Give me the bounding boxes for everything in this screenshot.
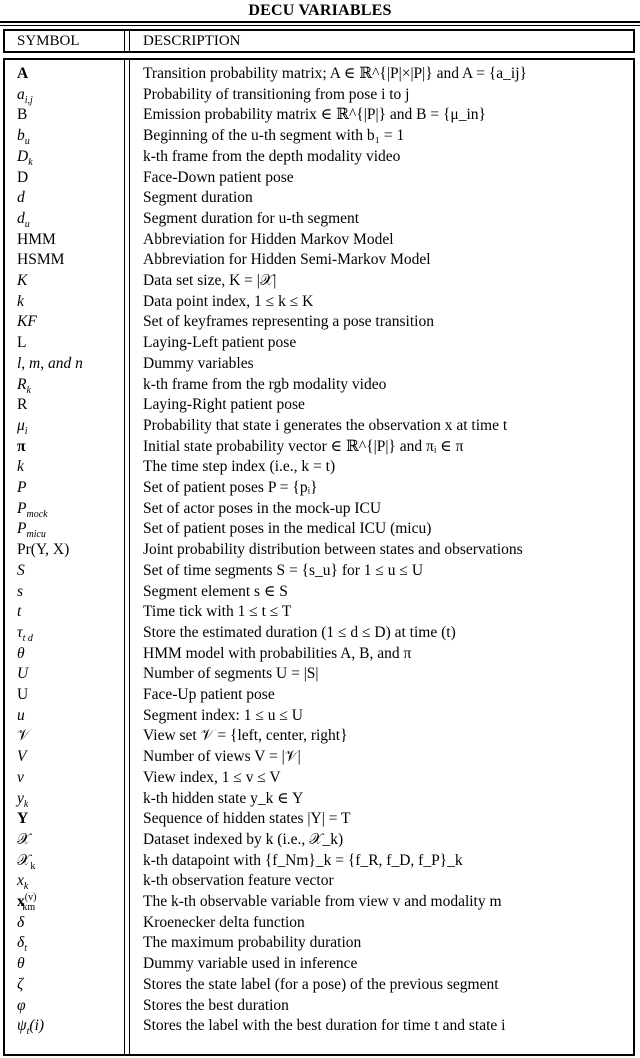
description-cell: HMM model with probabilities A, B, and π (143, 644, 412, 662)
table-row (5, 643, 635, 664)
description-cell: Set of patient poses in the medical ICU (micu) (143, 520, 432, 538)
description-cell: Set of keyframes representing a pose transition (143, 313, 434, 331)
symbol-cell (17, 891, 35, 912)
table-row (5, 249, 635, 270)
symbol-cell (17, 746, 26, 767)
table-row (5, 560, 635, 581)
symbol-cell (17, 456, 24, 477)
symbol-superscript: (v) (24, 891, 37, 903)
description-cell: Stores the label with the best duration for time t and state i (143, 1017, 506, 1035)
description-cell: k-th hidden state y_k ∈ Y (143, 789, 304, 807)
table-row (5, 436, 635, 457)
symbol-cell (17, 601, 21, 622)
symbol-base: θ (17, 644, 25, 662)
symbol-base: t (17, 603, 22, 621)
header-symbol: SYMBOL (17, 33, 80, 49)
table-row (5, 788, 635, 809)
symbol-base: D (17, 168, 29, 186)
symbol-base: x (17, 872, 24, 890)
table-row (5, 663, 635, 684)
symbol-cell (17, 829, 30, 850)
symbol-base: π (17, 437, 26, 455)
description-cell: Emission probability matrix ∈ ℝ^{|P|} and B = {μ_in} (143, 106, 486, 124)
symbol-cell (17, 229, 56, 250)
table-title: DECU VARIABLES (248, 2, 392, 19)
symbol-subscript: t d (22, 632, 33, 644)
symbol-base: R (17, 375, 27, 393)
table-row (5, 912, 635, 933)
symbol-base: S (17, 561, 25, 579)
symbol-base: y (17, 789, 24, 807)
symbol-base: R (17, 396, 28, 414)
description-cell: k-th frame from the rgb modality video (143, 375, 387, 393)
description-cell: Store the estimated duration (1 ≤ d ≤ D) at time (t) (143, 623, 456, 641)
symbol-base: l, m, and n (17, 354, 83, 372)
table-row (5, 601, 635, 622)
symbol-base: θ (17, 955, 25, 973)
symbol-cell (17, 167, 28, 188)
symbol-base: μ (17, 416, 25, 434)
symbol-cell (17, 394, 27, 415)
table-row (5, 104, 635, 125)
description-cell: Data set size, K = |𝒳| (143, 272, 277, 289)
symbol-base: ζ (17, 975, 24, 993)
description-cell: Segment duration (143, 189, 253, 207)
symbol-cell (17, 125, 30, 146)
description-cell: Abbreviation for Hidden Semi-Markov Model (143, 251, 431, 269)
table-row (5, 187, 635, 208)
description-cell: Probability that state i generates the observation x at time t (143, 416, 508, 434)
symbol-base: V (17, 748, 27, 766)
symbol-base: Y (17, 810, 29, 828)
description-cell: Probability of transitioning from pose i to j (143, 85, 410, 103)
symbol-cell (17, 581, 23, 602)
symbol-subscript: mock (26, 508, 48, 520)
symbol-base: 𝒳 (17, 851, 31, 869)
symbol-cell (17, 249, 64, 270)
symbol-argument: (i) (29, 1017, 45, 1035)
description-cell: Laying-Left patient pose (143, 334, 297, 352)
symbol-base: 𝒳 (17, 830, 31, 848)
symbol-base: L (17, 334, 27, 352)
symbol-base: 𝒱 (17, 727, 30, 745)
table-row (5, 229, 635, 250)
description-cell: Stores the best duration (143, 996, 289, 1014)
description-cell: Abbreviation for Hidden Markov Model (143, 230, 394, 248)
symbol-cell (17, 208, 30, 229)
symbol-cell (17, 187, 25, 208)
symbol-base: D (17, 147, 29, 165)
top-rule-inner (0, 25, 640, 26)
symbol-base: d (17, 209, 25, 227)
symbol-cell (17, 560, 25, 581)
description-cell: Dummy variables (143, 354, 254, 372)
symbol-base: a (17, 85, 25, 103)
symbol-base: P (17, 520, 27, 538)
symbol-cell (17, 974, 23, 995)
symbol-base: k (17, 458, 24, 476)
symbol-base: v (17, 768, 24, 786)
symbol-base: U (17, 686, 29, 703)
symbol-subscript: i (24, 425, 28, 437)
description-cell: Transition probability matrix; A ∈ ℝ^{|P|×|P|} and A = {a_ij} (143, 65, 527, 82)
symbol-cell (17, 539, 69, 560)
description-cell: The maximum probability duration (143, 934, 362, 952)
header-description: DESCRIPTION (143, 33, 241, 49)
symbol-cell (17, 953, 25, 974)
symbol-base: P (17, 479, 27, 496)
description-cell: Beginning of the u-th segment with b₁ = 1 (143, 127, 405, 145)
description-cell: Number of views V = |𝒱| (143, 748, 301, 766)
table-row (5, 767, 635, 788)
description-cell: Kroenecker delta function (143, 913, 305, 931)
description-cell: Segment duration for u-th segment (143, 209, 360, 227)
description-cell: Set of patient poses P = {pᵢ} (143, 479, 318, 496)
symbol-cell (17, 84, 33, 105)
description-cell: k-th datapoint with {f_Nm}_k = {f_R, f_D, f_P}_k (143, 851, 463, 869)
description-cell: Segment element s ∈ S (143, 582, 288, 600)
table-row (5, 63, 635, 84)
symbol-cell (17, 353, 83, 374)
symbol-base: δ (17, 934, 25, 952)
symbol-cell (17, 1015, 44, 1036)
description-cell: k-th frame from the depth modality video (143, 147, 401, 165)
symbol-base: K (17, 272, 28, 289)
table-row (5, 311, 635, 332)
symbol-base: s (17, 582, 24, 600)
symbol-base: x (17, 893, 25, 910)
symbol-cell (17, 725, 30, 746)
table-row (5, 870, 635, 891)
symbol-subscript: u (24, 136, 30, 148)
table-row (5, 1015, 635, 1036)
symbol-cell (17, 436, 26, 457)
top-rule (0, 21, 640, 23)
table-row (5, 291, 635, 312)
table-row (5, 270, 635, 291)
symbol-cell (17, 311, 37, 332)
description-cell: Laying-Right patient pose (143, 396, 305, 414)
table-row (5, 953, 635, 974)
table-row (5, 622, 635, 643)
symbol-cell (17, 808, 28, 829)
description-cell: Sequence of hidden states |Y| = T (143, 810, 351, 828)
symbol-subscript: t (24, 943, 27, 955)
symbol-base: B (17, 106, 28, 124)
symbol-base: k (17, 292, 24, 310)
symbol-cell (17, 932, 27, 953)
description-cell: Initial state probability vector ∈ ℝ^{|P|} and πᵢ ∈ π (143, 437, 464, 455)
table-row (5, 353, 635, 374)
table-row (5, 456, 635, 477)
description-cell: Number of segments U = |S| (143, 665, 319, 683)
symbol-base: d (17, 189, 25, 207)
symbol-subscript: k (28, 156, 33, 168)
symbol-cell (17, 63, 28, 84)
symbol-subscript: km (22, 902, 36, 914)
description-cell: Face-Up patient pose (143, 686, 275, 703)
table-row (5, 332, 635, 353)
symbol-subscript: u (24, 218, 30, 230)
table-body (3, 58, 635, 1056)
symbol-base: KF (17, 313, 37, 331)
table-row (5, 477, 635, 498)
description-cell: Time tick with 1 ≤ t ≤ T (143, 603, 292, 621)
symbol-cell (17, 684, 28, 705)
symbol-cell (17, 788, 28, 809)
description-cell: View index, 1 ≤ v ≤ V (143, 768, 281, 786)
symbol-cell (17, 995, 26, 1016)
symbol-cell (17, 705, 25, 726)
table-row (5, 581, 635, 602)
table-row (5, 125, 635, 146)
symbol-cell (17, 912, 24, 933)
symbol-base: HSMM (17, 251, 65, 269)
symbol-cell (17, 415, 28, 436)
description-cell: Dummy variable used in inference (143, 955, 358, 973)
symbol-subscript: k (30, 860, 36, 872)
table-row (5, 84, 635, 105)
table-row (5, 891, 635, 912)
description-cell: Segment index: 1 ≤ u ≤ U (143, 706, 303, 724)
description-cell: Data point index, 1 ≤ k ≤ K (143, 292, 314, 310)
symbol-subscript: k (26, 384, 31, 396)
symbol-subscript: t (26, 1026, 30, 1038)
symbol-base: τ (17, 623, 23, 641)
description-cell: Face-Down patient pose (143, 168, 294, 186)
symbol-base: φ (17, 996, 26, 1014)
table-row (5, 415, 635, 436)
symbol-cell (17, 870, 28, 891)
symbol-base: HMM (17, 230, 56, 248)
symbol-cell (17, 104, 27, 125)
symbol-base: Pr(Y, X) (17, 541, 70, 559)
table-row (5, 684, 635, 705)
table-row (5, 374, 635, 395)
description-cell: The k-th observable variable from view v and modality m (143, 893, 502, 910)
description-cell: Set of actor poses in the mock-up ICU (143, 499, 382, 517)
table-header (3, 29, 635, 53)
symbol-base: U (17, 665, 29, 683)
symbol-subscript: micu (26, 529, 46, 541)
symbol-subscript: i,j (24, 94, 33, 106)
symbol-cell (17, 270, 27, 291)
symbol-cell (17, 622, 33, 643)
symbol-cell (17, 850, 35, 871)
table-row (5, 850, 635, 871)
table-row (5, 932, 635, 953)
table-row (5, 539, 635, 560)
symbol-base: ψ (17, 1017, 27, 1035)
description-cell: Joint probability distribution between states and observations (143, 541, 523, 559)
table-row (5, 829, 635, 850)
table-row (5, 808, 635, 829)
symbol-cell (17, 146, 33, 167)
symbol-subscript: k (23, 798, 29, 810)
symbol-base: P (17, 499, 27, 517)
table-row (5, 498, 635, 519)
table-row (5, 746, 635, 767)
symbol-cell (17, 332, 26, 353)
table-row (5, 394, 635, 415)
description-cell: Stores the state label (for a pose) of the previous segment (143, 975, 499, 993)
symbol-base: A (17, 65, 29, 82)
symbol-cell (17, 291, 24, 312)
table-row (5, 974, 635, 995)
table-row (5, 167, 635, 188)
description-cell: View set 𝒱 = {left, center, right} (143, 727, 348, 745)
table-row (5, 518, 635, 539)
table-row (5, 208, 635, 229)
symbol-cell (17, 518, 46, 539)
description-cell: Dataset indexed by k (i.e., 𝒳_k) (143, 830, 344, 848)
symbol-base: b (17, 127, 25, 145)
column-divider (124, 31, 130, 51)
symbol-cell (17, 477, 26, 498)
symbol-subscript: k (23, 881, 29, 893)
table-row (5, 725, 635, 746)
symbol-cell (17, 663, 28, 684)
symbol-cell (17, 767, 24, 788)
table-row (5, 146, 635, 167)
table-row (5, 705, 635, 726)
table-row (5, 995, 635, 1016)
symbol-cell (17, 643, 25, 664)
description-cell: Set of time segments S = {s_u} for 1 ≤ u ≤ U (143, 561, 424, 579)
symbol-base: u (17, 706, 25, 724)
symbol-base: δ (17, 913, 25, 931)
description-cell: k-th observation feature vector (143, 872, 334, 890)
description-cell: The time step index (i.e., k = t) (143, 458, 336, 476)
symbol-cell (17, 498, 48, 519)
symbol-cell (17, 374, 31, 395)
